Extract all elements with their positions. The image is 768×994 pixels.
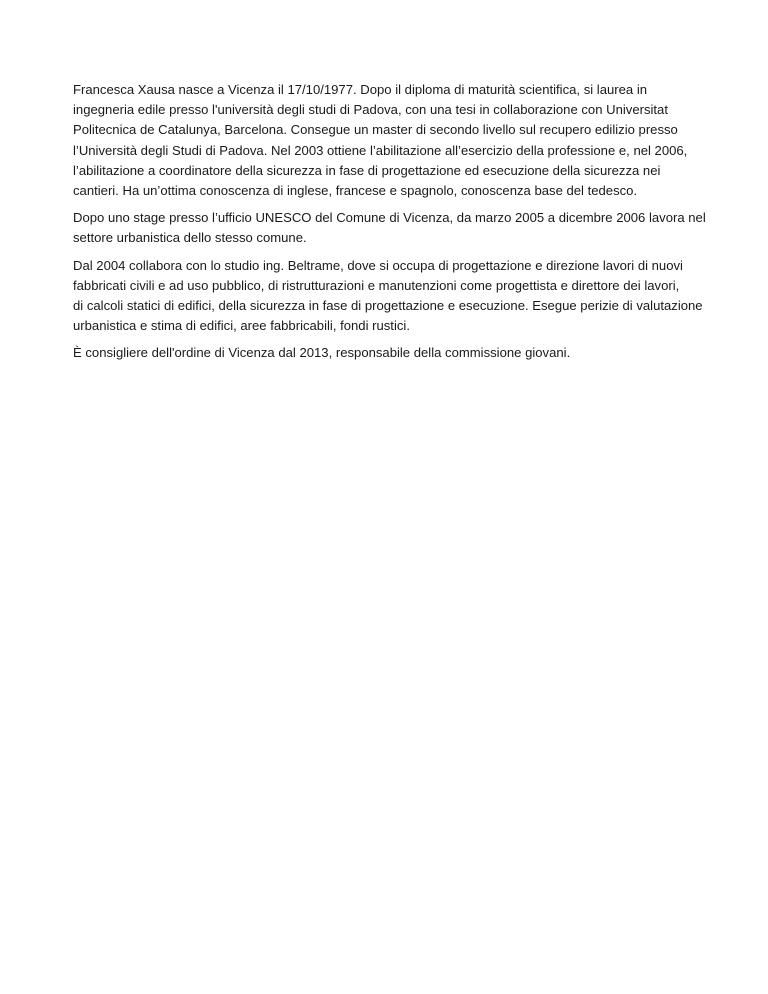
text-line: l’Università degli Studi di Padova. Nel 2003 ottiene l’abilitazione all’esercizio della professione e, nel 2006, — [73, 142, 688, 158]
text-line: urbanistica e stima di edifici, aree fabbricabili, fondi rustici. — [73, 318, 410, 334]
text-line: ingegneria edile presso l'università degli studi di Padova, con una tesi in collaborazione con Universitat — [73, 102, 668, 118]
text-line: settore urbanistica dello stesso comune. — [73, 230, 307, 246]
document-page — [73, 80, 706, 371]
text-line: Politecnica de Catalunya, Barcelona. Consegue un master di secondo livello sul recupero edilizio presso — [73, 122, 678, 138]
text-line: È consigliere dell'ordine di Vicenza dal 2013, responsabile della commissione giovani. — [73, 345, 571, 361]
text-line: cantieri. Ha un’ottima conoscenza di inglese, francese e spagnolo, conoscenza base del tedesco. — [73, 183, 638, 199]
paragraph-collaboration — [73, 256, 703, 337]
text-line: Dopo uno stage presso l’ufficio UNESCO del Comune di Vicenza, da marzo 2005 a dicembre 2006 lavora nel — [73, 210, 706, 226]
paragraph-council — [73, 343, 703, 363]
text-line: fabbricati civili e ad uso pubblico, di ristrutturazioni e manutenzioni come progettista e direttore dei lavori, — [73, 277, 680, 293]
text-line: Dal 2004 collabora con lo studio ing. Beltrame, dove si occupa di progettazione e direzione lavori di nuovi — [73, 257, 683, 273]
text-line: l’abilitazione a coordinatore della sicurezza in fase di progettazione ed esecuzione della sicurezza nei — [73, 162, 661, 178]
paragraph-stage — [73, 208, 706, 248]
paragraph-biography — [73, 80, 703, 201]
text-line: di calcoli statici di edifici, della sicurezza in fase di progettazione e esecuzione. Esegue perizie di valutazione — [73, 298, 703, 314]
text-line: Francesca Xausa nasce a Vicenza il 17/10/1977. Dopo il diploma di maturità scientifica, si laurea in — [73, 82, 648, 97]
